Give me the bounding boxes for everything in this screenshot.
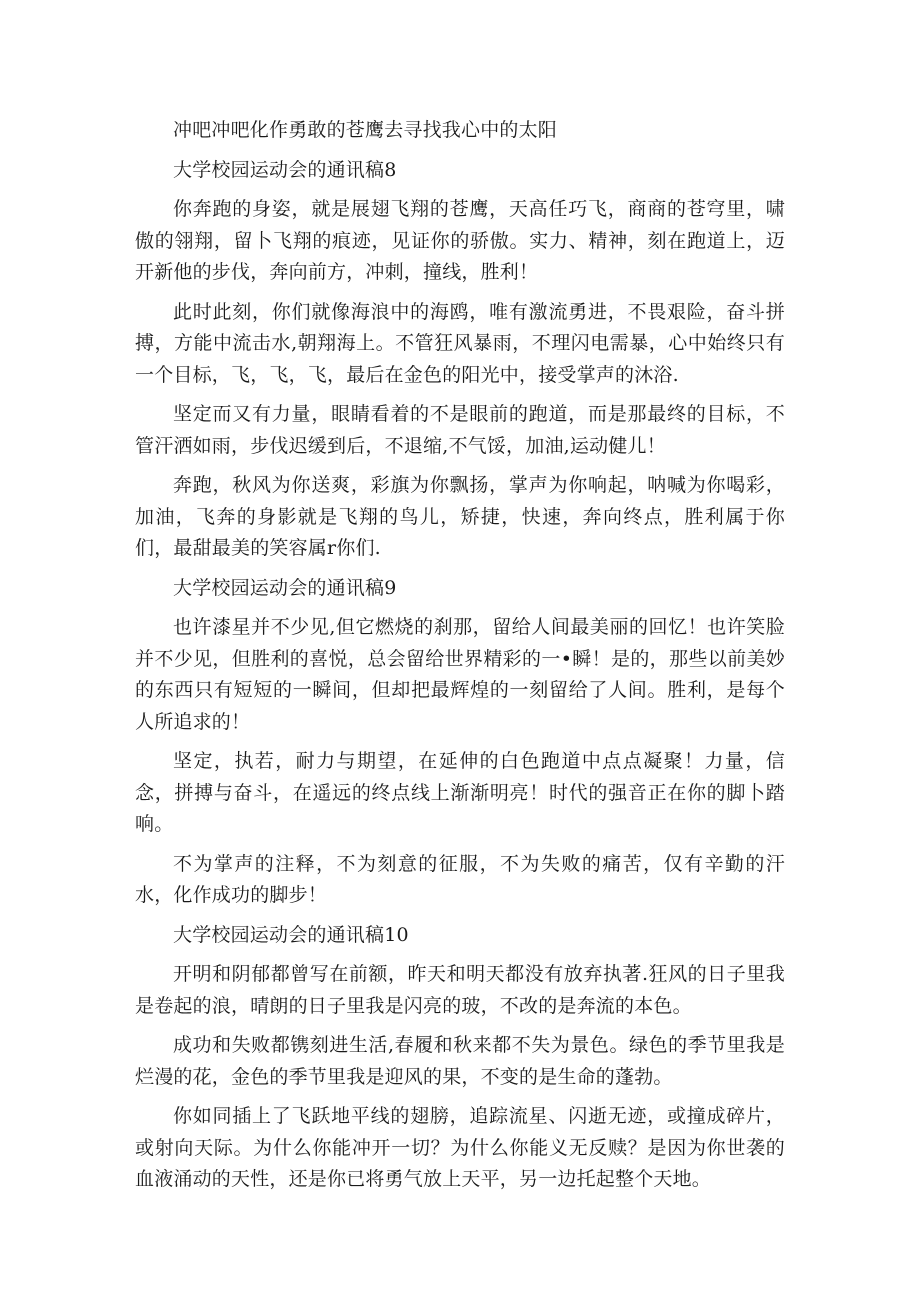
opening-line: 冲吧冲吧化作勇敢的苍鹰去寻找我心中的太阳 xyxy=(173,119,558,141)
paragraph: 奔跑，秋风为你送爽，彩旗为你飘扬，掌声为你响起，呐喊为你喝彩，加油，飞奔的身影就是飞翔的鸟儿，矫捷，快速，奔向终点，胜利属于你们，最甜最美的笑容属r你们. xyxy=(135,474,785,559)
paragraph: 坚定，执若，耐力与期望，在延伸的白色跑道中点点凝聚！力量，信念，拼搏与奋斗，在遥远的终点线上渐渐明亮！时代的强音正在你的脚卜踏响。 xyxy=(135,750,785,835)
paragraph: 你如同插上了飞跃地平线的翅膀，追踪流星、闪逝无迹，或撞成碎片，或射向天际。为什么你能冲开一切？为什么你能义无反赎？是因为你世袭的血液涌动的天性，还是你已将勇气放上天平，另一边托起整个天地。 xyxy=(135,1105,785,1190)
paragraph: 你奔跑的身姿，就是展翅飞翔的苍鹰，天高任巧飞，商商的苍穹里，啸傲的翎翔，留卜飞翔的痕迹，见证你的骄傲。实力、精神，刻在跑道上，迈开新他的步伐，奔向前方，冲刺，撞线，胜利！ xyxy=(135,198,785,283)
section-heading: 大学校园运动会的通讯稿9 xyxy=(173,576,397,599)
section-heading: 大学校园运动会的通讯稿10 xyxy=(173,923,409,946)
paragraph: 开明和阴郁都曾写在前额，昨天和明天都没有放弃执著.狂风的日子里我是卷起的浪，晴朗的日子里我是闪亮的玻，不改的是奔流的本色。 xyxy=(135,963,785,1017)
paragraph: 不为掌声的注释，不为刻意的征服，不为失败的痛苦，仅有辛勤的汗水，化作成功的脚步！ xyxy=(135,852,785,906)
paragraph: 也许漆星并不少见,但它燃烧的刹那，留给人间最美丽的回忆！也许笑脸并不少见，但胜利的喜悦，总会留给世界精彩的一•瞬！是的，那些以前美妙的东西只有短短的一瞬间，但却把最辉煌的一刻留给了人间。胜利，是每个人所追求的！ xyxy=(135,616,785,733)
paragraph: 此时此刻，你们就像海浪中的海鸥，唯有激流勇进，不畏艰险，奋斗拼搏，方能中流击水,朝翔海上。不管狂风暴雨，不理闪电需暴，心中始终只有一个目标，飞，飞，飞，最后在金色的阳光中，接受掌声的沐浴. xyxy=(135,300,785,386)
paragraph: 坚定而又有力量，眼睛看着的不是眼前的跑道，而是那最终的目标，不管汗洒如雨，步伐迟缓到后，不退缩,不气馁，加油,运动健儿！ xyxy=(135,403,785,457)
document-body xyxy=(135,115,785,1204)
section-heading: 大学校园运动会的通讯稿8 xyxy=(173,158,397,181)
paragraph: 成功和失败都镌刻进生活,春履和秋来都不失为景色。绿色的季节里我是烂漫的花，金色的季节里我是迎风的果，不变的是生命的蓬勃。 xyxy=(135,1034,785,1088)
